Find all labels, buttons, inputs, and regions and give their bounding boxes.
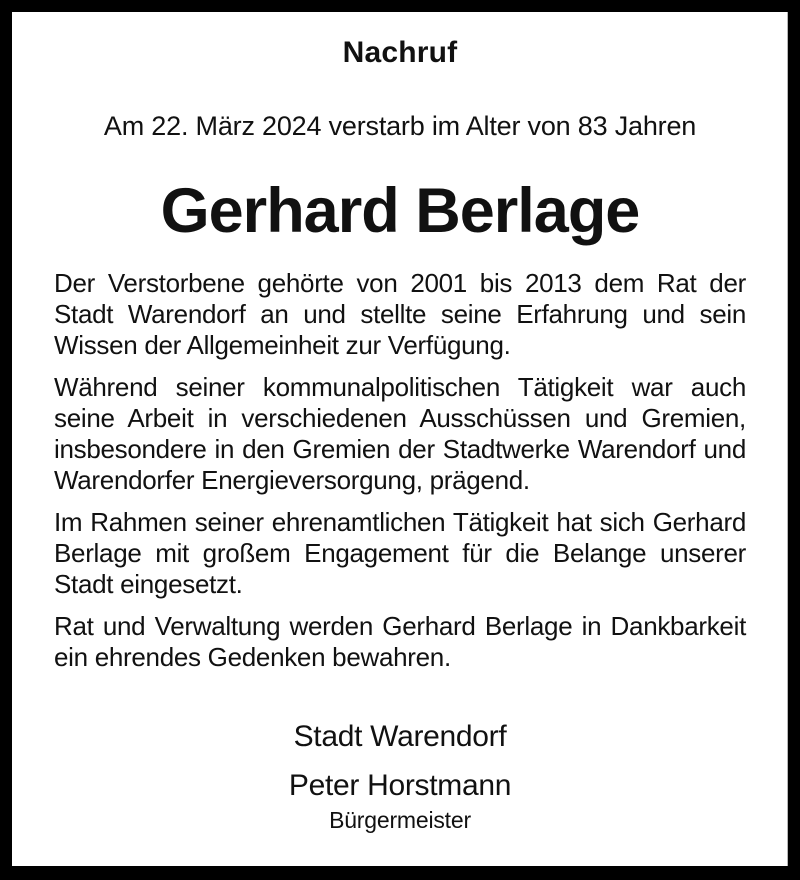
date-line: Am 22. März 2024 verstarb im Alter von 83 Jahren [103, 111, 697, 141]
signature-role: Bürgermeister [329, 807, 471, 833]
body-copy [54, 268, 746, 673]
body-paragraph: Rat und Verwaltung werden Gerhard Berlage in Dankbarkeit ein ehrendes Gedenken bewahren. [54, 611, 746, 672]
body-paragraph: Der Verstorbene gehörte von 2001 bis 2013 dem Rat der Stadt Warendorf an und stellte seine Erfahrung und sein Wissen der Allgemeinheit zur Verfügung. [54, 268, 746, 360]
body-paragraph: Im Rahmen seiner ehrenamtlichen Tätigkeit hat sich Gerhard Berlage mit großem Engagement für die Belange unserer Stadt eingesetzt. [54, 507, 746, 599]
signature-block [12, 719, 788, 834]
deceased-name: Gerhard Berlage [160, 176, 640, 246]
notice-title: Nachruf [342, 36, 458, 69]
body-paragraph: Während seiner kommunalpolitischen Tätigkeit war auch seine Arbeit in verschiedenen Ausschüssen und Gremien, insbesondere in den Gremien der Stadtwerke Warendorf und Warendorfer Energieversorgung, prägend. [54, 372, 746, 495]
signature-name: Peter Horstmann [288, 769, 512, 802]
signature-organization: Stadt Warendorf [293, 720, 507, 753]
obituary-notice [12, 12, 788, 866]
